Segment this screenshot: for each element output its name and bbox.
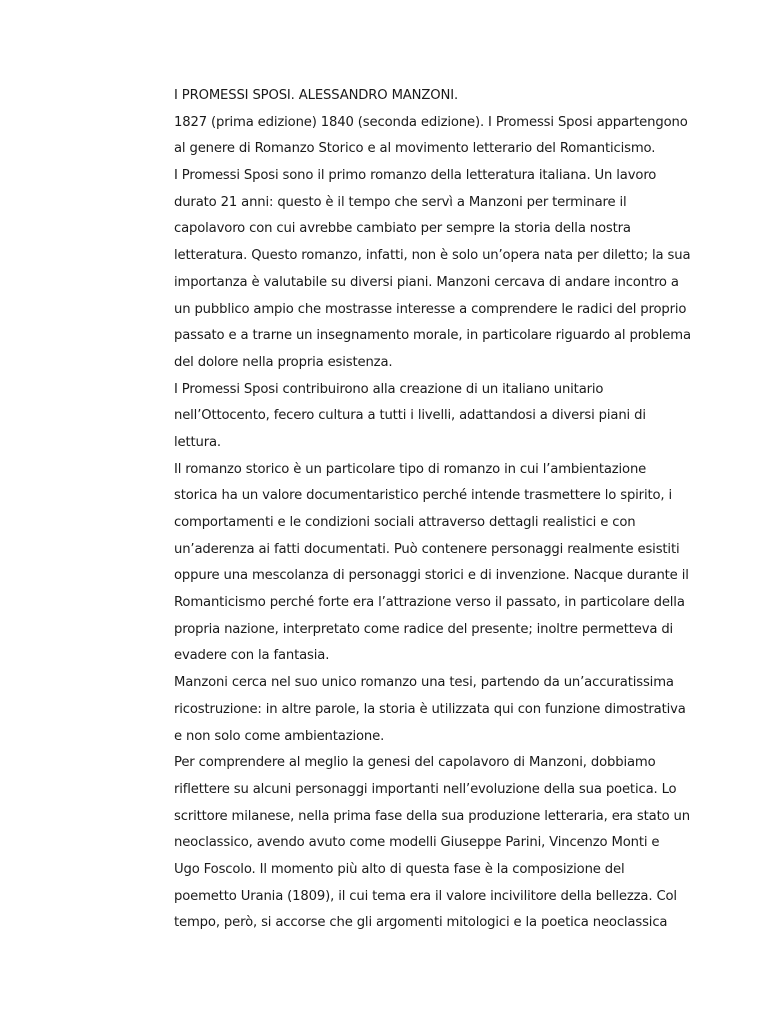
text-line: lettura. <box>174 434 221 450</box>
text-line: poemetto Urania (1809), il cui tema era il valore incivilitore della bellezza. Col <box>174 888 677 904</box>
document-page <box>174 83 691 937</box>
text-line: tempo, però, si accorse che gli argomenti mitologici e la poetica neoclassica <box>174 915 668 931</box>
text-line: importanza è valutabile su diversi piani. Manzoni cercava di andare incontro a <box>174 274 679 290</box>
text-line: Romanticismo perché forte era l’attrazione verso il passato, in particolare della <box>174 595 685 611</box>
text-line: comportamenti e le condizioni sociali attraverso dettagli realistici e con <box>174 515 636 530</box>
text-line: nell’Ottocento, fecero cultura a tutti i livelli, adattandosi a diversi piani di <box>174 408 646 424</box>
text-line: scrittore milanese, nella prima fase della sua produzione letteraria, era stato un <box>174 808 690 824</box>
text-line: 1827 (prima edizione) 1840 (seconda edizione). I Promessi Sposi appartengono <box>174 114 688 130</box>
text-line: I Promessi Sposi sono il primo romanzo della letteratura italiana. Un lavoro <box>174 168 657 184</box>
text-line: letteratura. Questo romanzo, infatti, non è solo un’opera nata per diletto; la sua <box>174 248 691 264</box>
text-line: durato 21 anni: questo è il tempo che servì a Manzoni per terminare il <box>174 194 627 210</box>
text-line: I Promessi Sposi contribuirono alla creazione di un italiano unitario <box>174 381 604 397</box>
text-line: passato e a trarne un insegnamento morale, in particolare riguardo al problema <box>174 328 691 344</box>
text-line: del dolore nella propria esistenza. <box>174 354 393 370</box>
text-line: capolavoro con cui avrebbe cambiato per sempre la storia della nostra <box>174 221 631 237</box>
text-line: al genere di Romanzo Storico e al movimento letterario del Romanticismo. <box>174 141 656 157</box>
text-line: Il romanzo storico è un particolare tipo di romanzo in cui l’ambientazione <box>174 461 647 477</box>
text-line: storica ha un valore documentaristico perché intende trasmettere lo spirito, i <box>174 488 673 504</box>
text-line: propria nazione, interpretato come radice del presente; inoltre permetteva di <box>174 621 674 637</box>
text-line: un’aderenza ai fatti documentati. Può contenere personaggi realmente esistiti <box>174 541 680 557</box>
text-line: Per comprendere al meglio la genesi del capolavoro di Manzoni, dobbiamo <box>174 755 656 771</box>
document-title: I PROMESSI SPOSI. ALESSANDRO MANZONI. <box>174 88 458 103</box>
text-line: Ugo Foscolo. Il momento più alto di questa fase è la composizione del <box>174 861 625 877</box>
text-line: evadere con la fantasia. <box>174 648 330 664</box>
text-line: un pubblico ampio che mostrasse interesse a comprendere le radici del proprio <box>174 301 687 317</box>
text-line: riflettere su alcuni personaggi importanti nell’evoluzione della sua poetica. Lo <box>174 781 677 797</box>
text-line: oppure una mescolanza di personaggi storici e di invenzione. Nacque durante il <box>174 568 689 584</box>
text-line: neoclassico, avendo avuto come modelli Giuseppe Parini, Vincenzo Monti e <box>174 835 660 851</box>
text-line: ricostruzione: in altre parole, la storia è utilizzata qui con funzione dimostrativa <box>174 701 686 717</box>
text-line: e non solo come ambientazione. <box>174 728 385 744</box>
text-line: Manzoni cerca nel suo unico romanzo una tesi, partendo da un’accuratissima <box>174 675 674 691</box>
